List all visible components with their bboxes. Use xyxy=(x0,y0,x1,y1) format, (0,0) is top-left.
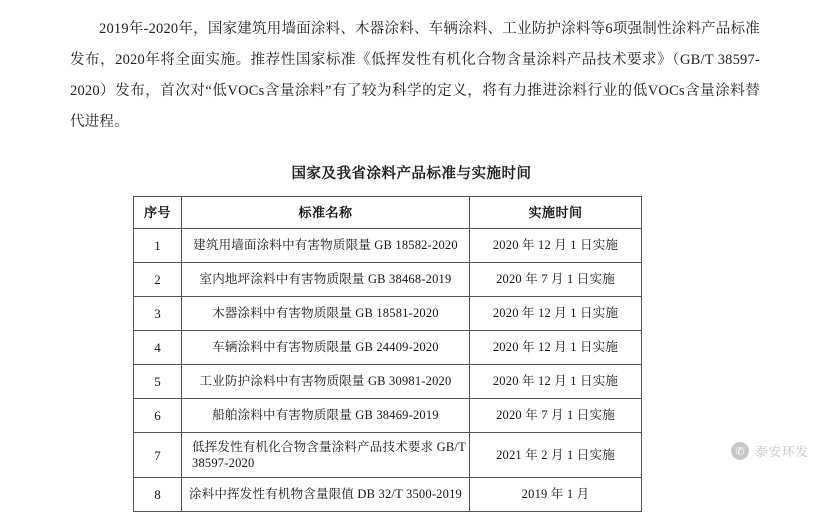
cell-effective-date: 2020 年 12 月 1 日实施 xyxy=(470,297,642,331)
column-header-date: 实施时间 xyxy=(470,197,642,229)
cell-standard-name: 木器涂料中有害物质限量 GB 18581-2020 xyxy=(182,297,470,331)
cell-effective-date: 2020 年 12 月 1 日实施 xyxy=(470,331,642,365)
cell-standard-name: 涂料中挥发性有机物含量限值 DB 32/T 3500-2019 xyxy=(182,478,470,512)
cell-effective-date: 2020 年 12 月 1 日实施 xyxy=(470,365,642,399)
standards-table xyxy=(133,196,642,512)
cell-no: 4 xyxy=(134,331,182,365)
cell-no: 5 xyxy=(134,365,182,399)
cell-standard-name: 建筑用墙面涂料中有害物质限量 GB 18582-2020 xyxy=(182,229,470,263)
cell-effective-date: 2019 年 1 月 xyxy=(470,478,642,512)
cell-standard-name: 工业防护涂料中有害物质限量 GB 30981-2020 xyxy=(182,365,470,399)
cell-effective-date: 2021 年 2 月 1 日实施 xyxy=(470,433,642,478)
cell-effective-date: 2020 年 7 月 1 日实施 xyxy=(470,399,642,433)
table-row xyxy=(134,263,642,297)
table-row xyxy=(134,478,642,512)
table-row xyxy=(134,399,642,433)
table-row xyxy=(134,433,642,478)
cell-no: 8 xyxy=(134,478,182,512)
cell-effective-date: 2020 年 7 月 1 日实施 xyxy=(470,263,642,297)
cell-standard-name: 室内地坪涂料中有害物质限量 GB 38468-2019 xyxy=(182,263,470,297)
watermark xyxy=(731,442,809,460)
cell-no: 2 xyxy=(134,263,182,297)
column-header-no: 序号 xyxy=(134,197,182,229)
table-header-row xyxy=(134,197,642,229)
cell-no: 1 xyxy=(134,229,182,263)
body-paragraph xyxy=(70,14,760,138)
cell-no: 3 xyxy=(134,297,182,331)
column-header-name: 标准名称 xyxy=(182,197,470,229)
cell-standard-name: 低挥发性有机化合物含量涂料产品技术要求 GB/T 38597-2020 xyxy=(182,433,470,478)
cell-standard-name: 车辆涂料中有害物质限量 GB 24409-2020 xyxy=(182,331,470,365)
cell-no: 7 xyxy=(134,433,182,478)
table-row xyxy=(134,365,642,399)
wechat-icon: ✆ xyxy=(731,442,749,460)
cell-standard-name: 船舶涂料中有害物质限量 GB 38469-2019 xyxy=(182,399,470,433)
cell-no: 6 xyxy=(134,399,182,433)
paragraph-text: 2019年-2020年，国家建筑用墙面涂料、木器涂料、车辆涂料、工业防护涂料等6项强制性涂料产品标准发布，2020年将全面实施。推荐性国家标准《低挥发性有机化合物含量涂料产品技术要求》（GB/T 38597-2020）发布，首次对“低VOCs含量涂料”有了较为科学的定义，将有力推进涂料行业的低VOCs含量涂料替代进程。 xyxy=(70,21,760,130)
cell-effective-date: 2020 年 12 月 1 日实施 xyxy=(470,229,642,263)
table-caption: 国家及我省涂料产品标准与实施时间 xyxy=(291,166,532,182)
table-row xyxy=(134,229,642,263)
table-row xyxy=(134,331,642,365)
standards-table-container xyxy=(133,196,641,512)
watermark-label: 泰安环发 xyxy=(754,445,809,459)
table-row xyxy=(134,297,642,331)
